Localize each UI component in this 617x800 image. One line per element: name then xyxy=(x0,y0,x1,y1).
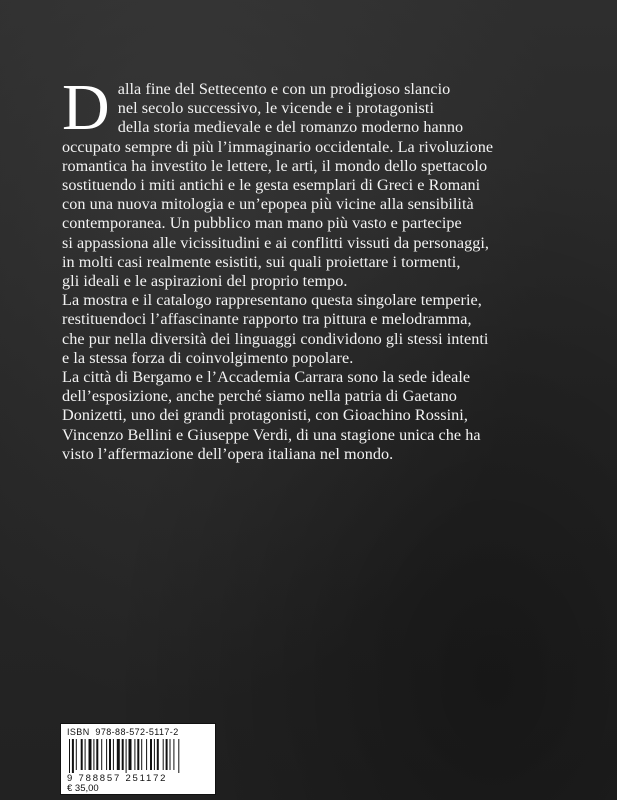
text-line: gli ideali e le aspirazioni del proprio tempo. xyxy=(62,272,348,291)
text-line: Donizetti, uno dei grandi protagonisti, con Gioachino Rossini, xyxy=(62,406,468,425)
barcode-icon xyxy=(67,739,211,773)
text-line: contemporanea. Un pubblico man mano più vasto e partecipe xyxy=(62,214,462,233)
text-line: La città di Bergamo e l’Accademia Carrara sono la sede ideale xyxy=(62,368,471,387)
text-line: romantica ha investito le lettere, le arti, il mondo dello spettacolo xyxy=(62,156,488,175)
text-line: e la stessa forza di coinvolgimento popolare. xyxy=(62,348,354,367)
drop-cap: D xyxy=(62,71,110,144)
text-line: nel secolo successivo, le vicende e i protagonisti xyxy=(117,99,434,118)
paragraph-2 xyxy=(62,291,582,368)
paragraph-1 xyxy=(62,71,582,291)
text-line: Vincenzo Bellini e Giuseppe Verdi, di una stagione unica che ha xyxy=(62,425,481,444)
text-line: si appassiona alle vicissitudini e ai conflitti vissuti da personaggi, xyxy=(62,233,489,252)
isbn-line xyxy=(67,727,179,737)
text-line: che pur nella diversità dei linguaggi condividono gli stessi intenti xyxy=(62,329,489,348)
text-line: alla fine del Settecento e con un prodigioso slancio xyxy=(117,80,451,98)
text-line: occupato sempre di più l’immaginario occidentale. La rivoluzione xyxy=(62,137,494,156)
text-line: in molti casi realmente esistiti, sui quali proiettare i tormenti, xyxy=(62,252,461,271)
isbn-number: 978-88-572-5117-2 xyxy=(95,727,179,737)
text-line: visto l’affermazione dell’opera italiana nel mondo. xyxy=(62,444,394,463)
text-line: La mostra e il catalogo rappresentano questa singolare temperie, xyxy=(62,291,482,310)
text-line: restituendoci l’affascinante rapporto tra pittura e melodramma, xyxy=(62,310,472,329)
text-line: della storia medievale e del romanzo moderno hanno xyxy=(117,118,464,137)
text-line: dell’esposizione, anche perché siamo nella patria di Gaetano xyxy=(62,387,457,406)
text-line: sostituendo i miti antichi e le gesta esemplari di Greci e Romani xyxy=(62,176,481,195)
paragraph-3 xyxy=(62,368,582,464)
barcode-label xyxy=(60,723,216,795)
barcode-digits: 9 788857 251172 xyxy=(67,773,168,784)
price: € 35,00 xyxy=(67,783,99,794)
body-text xyxy=(62,71,582,464)
isbn-label: ISBN xyxy=(67,727,90,737)
text-line: con una nuova mitologia e un’epopea più vicine alla sensibilità xyxy=(62,195,474,214)
